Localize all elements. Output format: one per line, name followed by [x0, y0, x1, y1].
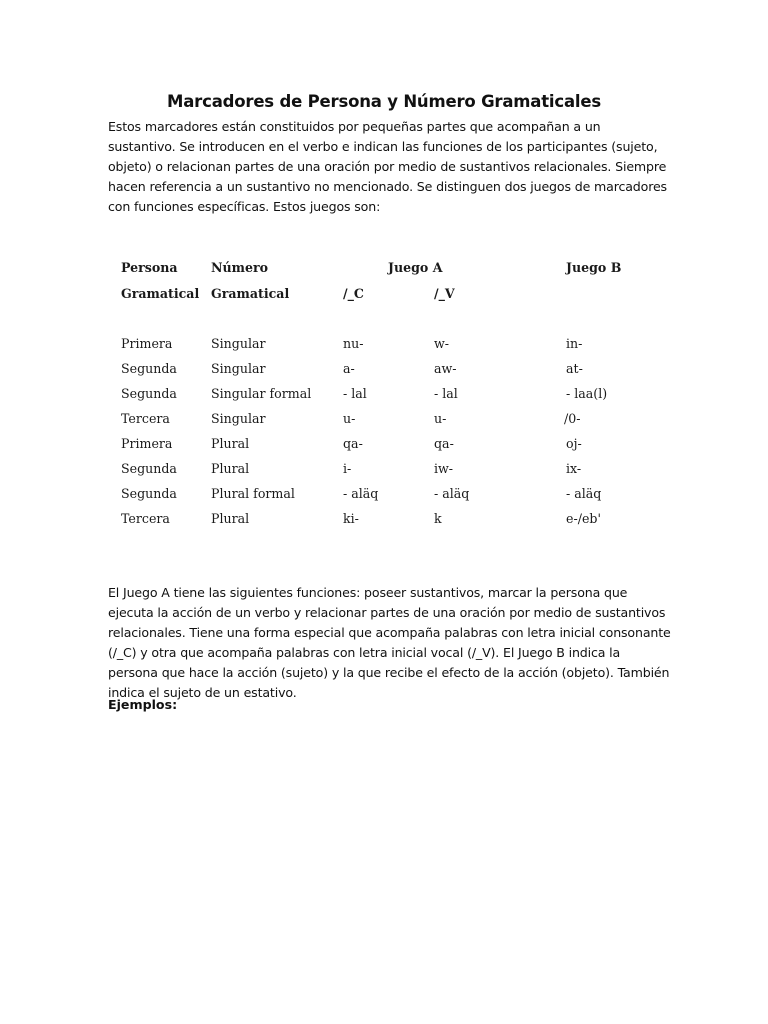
header-gramatical-numero: Gramatical [211, 286, 290, 301]
intro-line: objeto) o relacionan partes de una oración por medio de sustantivos relacionales. Siempre [108, 159, 667, 174]
intro-line: Estos marcadores están constituidos por pequeñas partes que acompañan a un [108, 119, 601, 134]
cell-juego-a-v: qa- [434, 436, 454, 451]
cell-juego-b: ix- [566, 461, 582, 476]
header-numero: Número [211, 260, 269, 275]
cell-numero: Singular [211, 411, 266, 426]
cell-numero: Singular formal [211, 386, 312, 401]
body-line: El Juego A tiene las siguientes funciones: poseer sustantivos, marcar la persona que [108, 585, 628, 600]
cell-persona: Tercera [121, 511, 170, 526]
cell-numero: Plural [211, 461, 250, 476]
cell-juego-b: at- [566, 361, 583, 376]
cell-persona: Segunda [121, 486, 177, 501]
cell-juego-a-v: aw- [434, 361, 457, 376]
cell-juego-a-c: u- [343, 411, 356, 426]
cell-juego-b: oj- [566, 436, 582, 451]
page-title: Marcadores de Persona y Número Gramaticales [167, 92, 601, 111]
cell-juego-a-v: - aläq [434, 486, 470, 501]
cell-persona: Segunda [121, 461, 177, 476]
header-persona: Persona [121, 260, 178, 275]
intro-line: con funciones específicas. Estos juegos son: [108, 199, 381, 214]
cell-juego-a-v: u- [434, 411, 447, 426]
cell-juego-a-c: - lal [343, 386, 367, 401]
cell-juego-b: /0- [564, 411, 581, 426]
cell-persona: Segunda [121, 386, 177, 401]
cell-numero: Plural formal [211, 486, 295, 501]
cell-persona: Segunda [121, 361, 177, 376]
cell-juego-a-c: a- [343, 361, 355, 376]
cell-numero: Plural [211, 436, 250, 451]
ejemplos-heading: Ejemplos: [108, 697, 178, 712]
cell-juego-a-v: - lal [434, 386, 458, 401]
header-gramatical-persona: Gramatical [121, 286, 200, 301]
intro-line: sustantivo. Se introducen en el verbo e indican las funciones de los participantes (sujeto, [108, 139, 658, 154]
cell-juego-a-c: nu- [343, 336, 364, 351]
intro-line: hacen referencia a un sustantivo no mencionado. Se distinguen dos juegos de marcadores [108, 179, 667, 194]
cell-numero: Plural [211, 511, 250, 526]
cell-persona: Tercera [121, 411, 170, 426]
header-consonant: /_C [343, 286, 364, 301]
cell-juego-a-c: ki- [343, 511, 359, 526]
cell-juego-b: e-/eb' [566, 511, 601, 526]
juego-description-paragraph [108, 583, 671, 703]
header-juego-b: Juego B [566, 260, 622, 275]
cell-juego-a-v: w- [434, 336, 450, 351]
intro-paragraph [108, 117, 668, 217]
body-line: indica el sujeto de un estativo. [108, 685, 297, 700]
body-line: relacionales. Tiene una forma especial que acompaña palabras con letra inicial consonante [108, 625, 671, 640]
cell-juego-a-v: k [434, 511, 442, 526]
header-vowel: /_V [434, 286, 455, 301]
body-line: persona que hace la acción (sujeto) y la que recibe el efecto de la acción (objeto). También [108, 665, 670, 680]
cell-persona: Primera [121, 436, 173, 451]
cell-persona: Primera [121, 336, 173, 351]
header-juego-a: Juego A [388, 260, 443, 275]
cell-juego-a-c: qa- [343, 436, 363, 451]
cell-juego-a-c: - aläq [343, 486, 379, 501]
cell-numero: Singular [211, 361, 266, 376]
cell-juego-a-v: iw- [434, 461, 454, 476]
body-line: (/_C) y otra que acompaña palabras con letra inicial vocal (/_V). El Juego B indica la [108, 645, 621, 660]
cell-numero: Singular [211, 336, 266, 351]
cell-juego-b: in- [566, 336, 583, 351]
cell-juego-a-c: i- [343, 461, 352, 476]
cell-juego-b: - aläq [566, 486, 602, 501]
cell-juego-b: - laa(l) [566, 386, 608, 401]
body-line: ejecuta la acción de un verbo y relacionar partes de una oración por medio de sustantivos [108, 605, 666, 620]
